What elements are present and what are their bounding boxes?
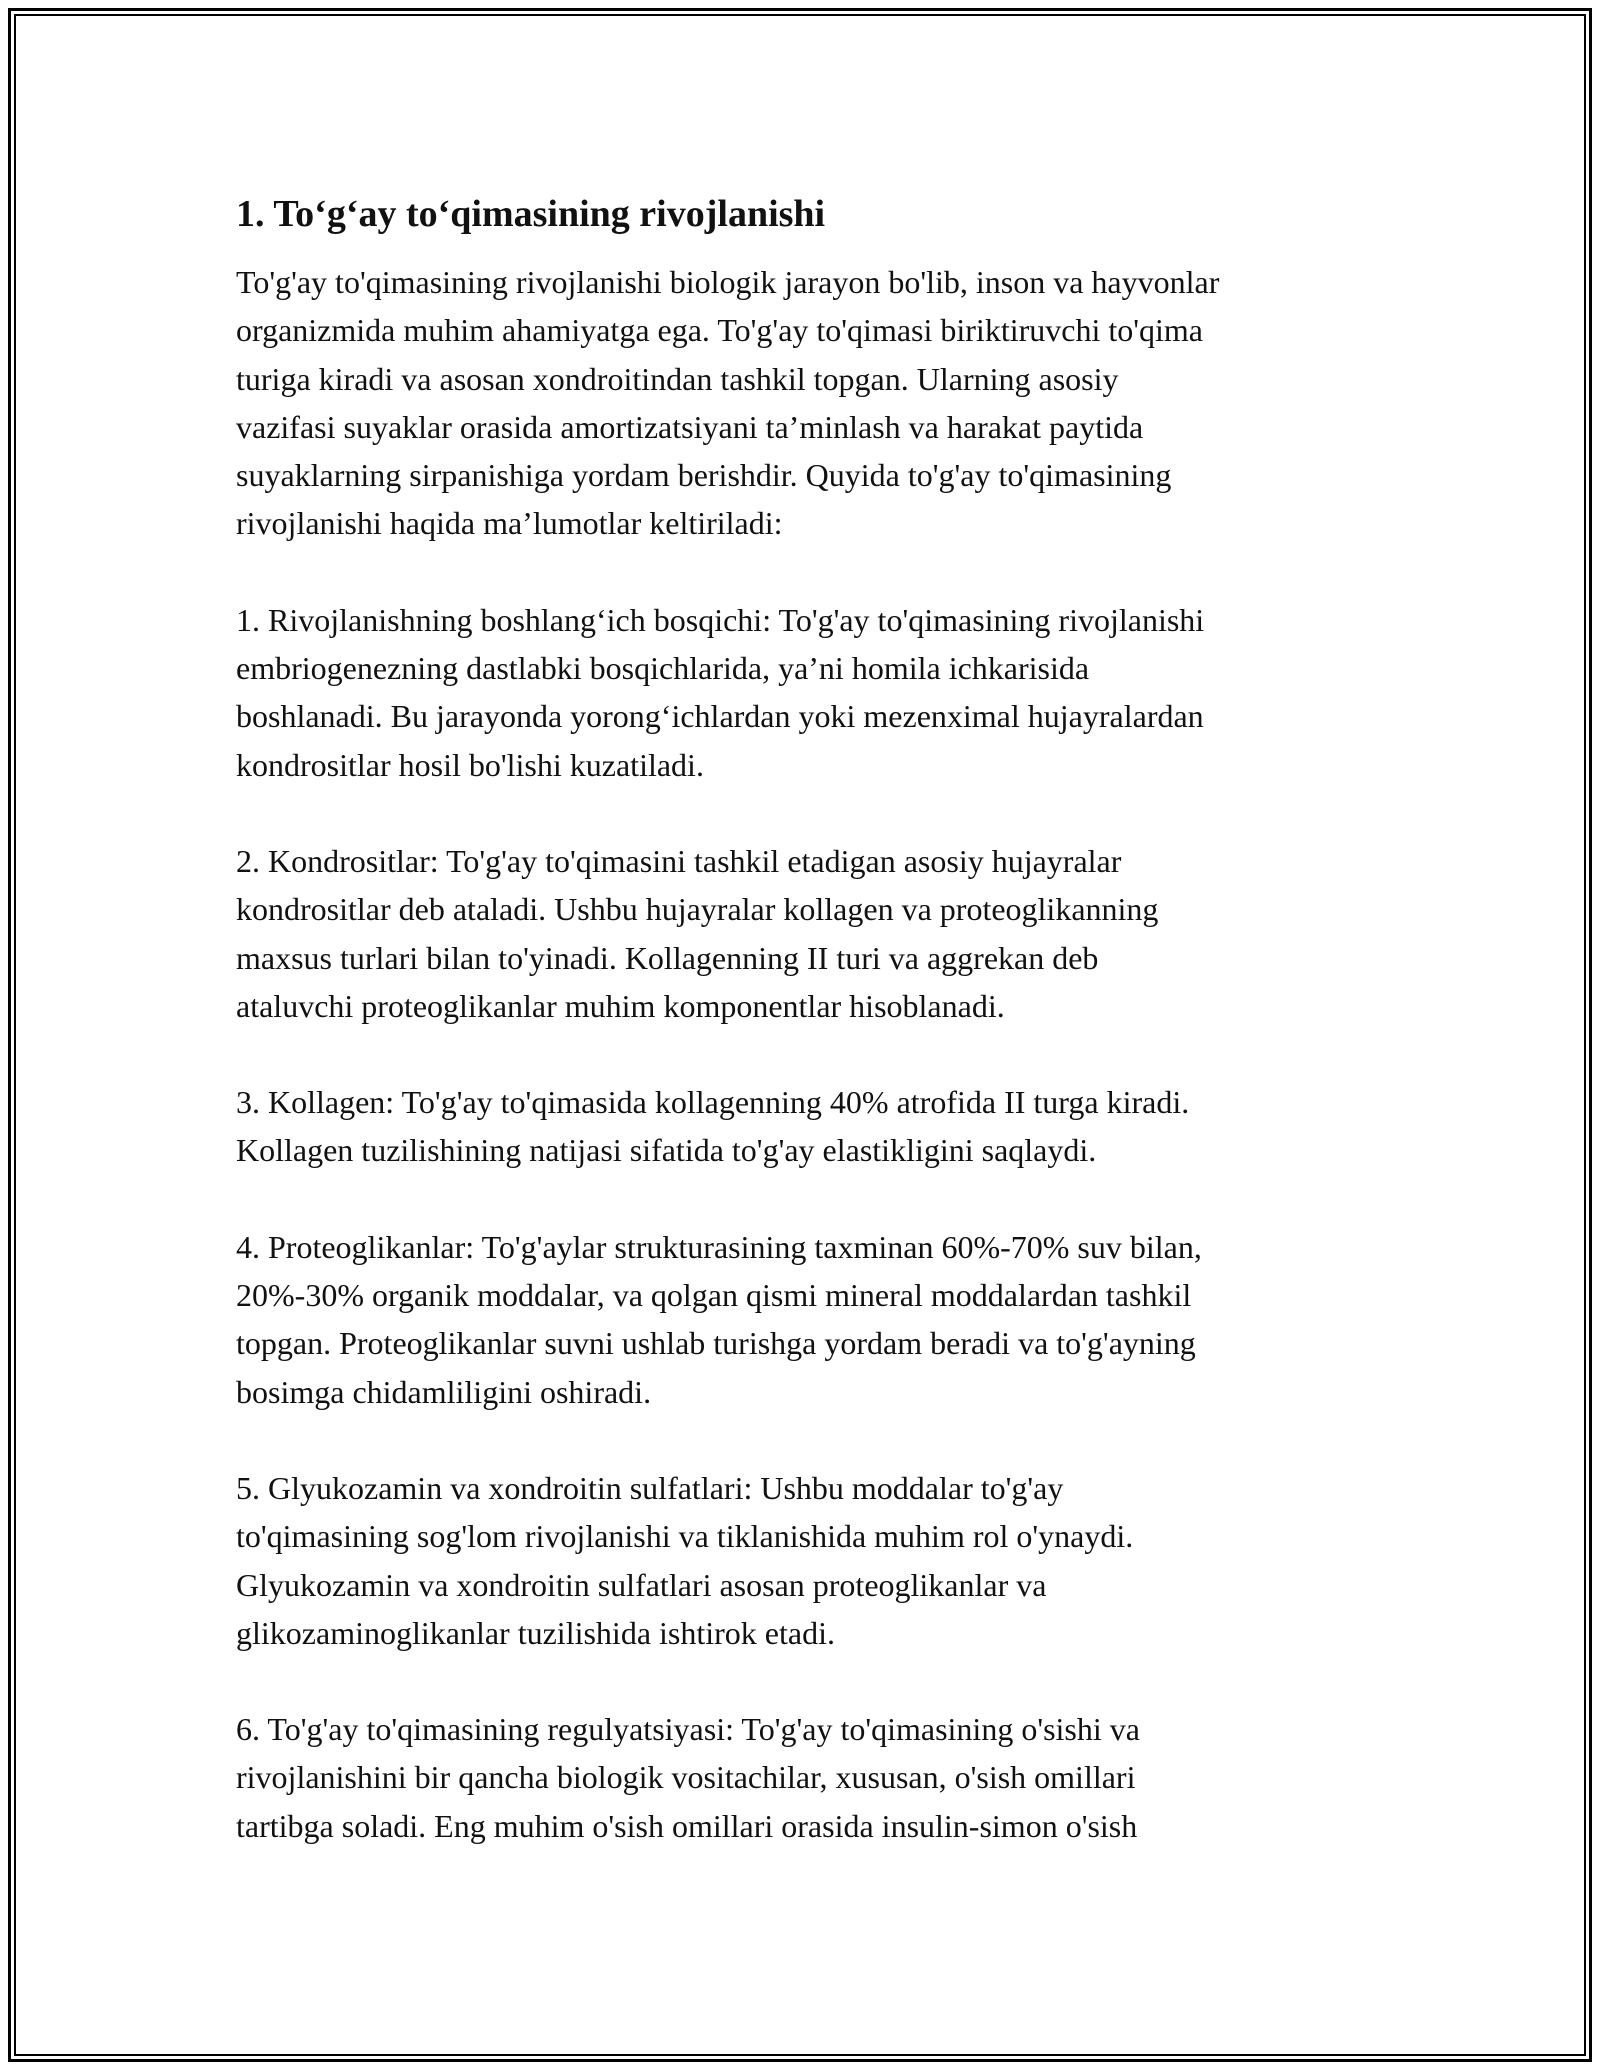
paragraph-item-5: 5. Glyukozamin va xondroitin sulfatlari: Ushbu moddalar to'g'ay to'qimasining sog'lom rivojlanishi va tiklanishida muhim rol o'ynaydi. Glyukozamin va xondroitin sulfatlari asosan proteoglikanlar va glikozaminoglikanlar tuzilishida ishtirok etadi. bbox=[236, 1469, 1134, 1651]
paragraph-item-1: 1. Rivojlanishning boshlang‘ich bosqichi: To'g'ay to'qimasining rivojlanishi embriogenezning dastlabki bosqichlarida, ya’ni homila ichkarisida boshlanadi. Bu jarayonda yorong‘ichlardan yoki mezenximal hujayralardan kondrositlar hosil bo'lishi kuzatiladi. bbox=[236, 601, 1205, 783]
document-body bbox=[236, 188, 1396, 1898]
paragraph-item-2: 2. Kondrositlar: To'g'ay to'qimasini tashkil etadigan asosiy hujayralar kondrositlar deb ataladi. Ushbu hujayralar kollagen va proteoglikanning maxsus turlari bilan to'yinadi. Kollagenning II turi va aggrekan deb ataluvchi proteoglikanlar muhim komponentlar hisoblanadi. bbox=[236, 842, 1159, 1024]
section-heading: 1. To‘g‘ay to‘qimasining rivojlanishi bbox=[236, 193, 826, 235]
paragraph-item-3: 3. Kollagen: To'g'ay to'qimasida kollagenning 40% atrofida II turga kiradi. Kollagen tuzilishining natijasi sifatida to'g'ay elastikligini saqlaydi. bbox=[236, 1084, 1190, 1169]
intro-paragraph: To'g'ay to'qimasining rivojlanishi biologik jarayon bo'lib, inson va hayvonlar organizmida muhim ahamiyatga ega. To'g'ay to'qimasi biriktiruvchi to'qima turiga kiradi va asosan xondroitindan tashkil topgan. Ularning asosiy vazifasi suyaklar orasida amortizatsiyani ta’minlash va harakat paytida suyaklarning sirpanishiga yordam berishdir. Quyida to'g'ay to'qimasining rivojlanishi haqida ma’lumotlar keltiriladi: bbox=[236, 264, 1220, 542]
paragraph-item-6: 6. To'g'ay to'qimasining regulyatsiyasi: To'g'ay to'qimasining o'sishi va rivojlanishini bir qancha biologik vositachilar, xususan, o'sish omillari tartibga soladi. Eng muhim o'sish omillari orasida insulin-simon o'sish bbox=[236, 1711, 1140, 1844]
paragraph-item-4: 4. Proteoglikanlar: To'g'aylar strukturasining taxminan 60%-70% suv bilan, 20%-30% organik moddalar, va qolgan qismi mineral moddalardan tashkil topgan. Proteoglikanlar suvni ushlab turishga yordam beradi va to'g'ayning bosimga chidamliligini oshiradi. bbox=[236, 1228, 1202, 1410]
